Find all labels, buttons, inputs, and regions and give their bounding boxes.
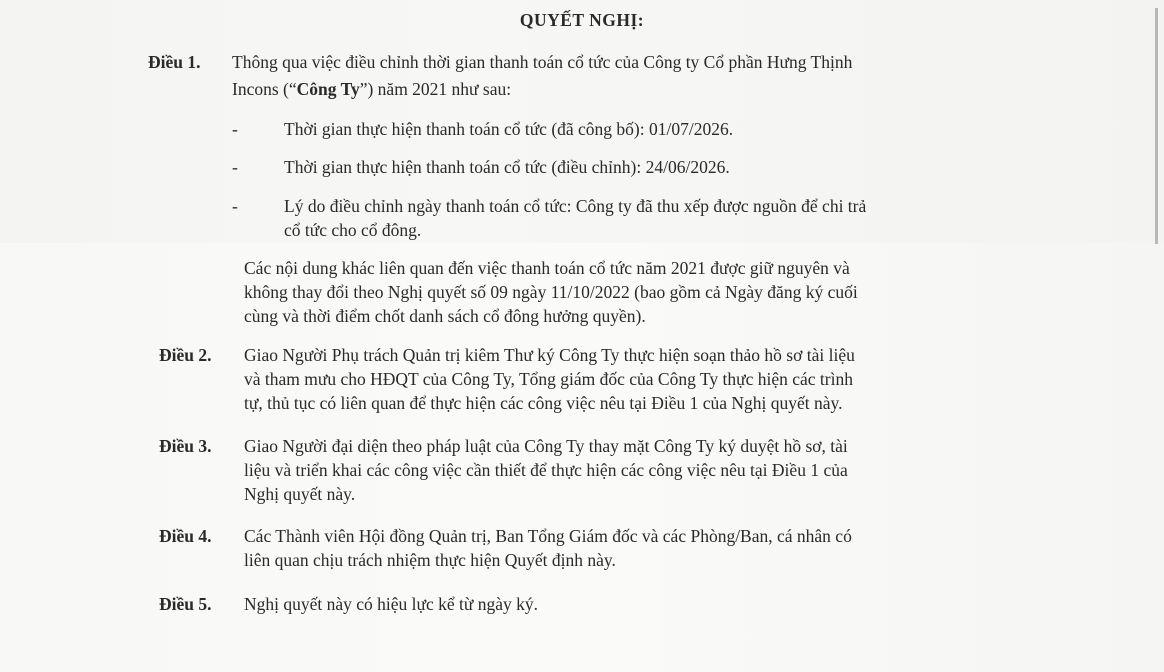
article-3-line: Giao Người đại diện theo pháp luật của Công Ty thay mặt Công Ty ký duyệt hồ sơ, tài [244,436,848,456]
article-5-label: Điều 5. [159,594,212,614]
company-term: Công Ty [296,79,360,99]
article-4-label: Điều 4. [159,526,212,546]
bullet-item: Thời gian thực hiện thanh toán cổ tức (điều chỉnh): 24/06/2026. [284,157,730,177]
article-3-label: Điều 3. [159,436,212,456]
article-2-label: Điều 2. [159,345,212,365]
bullet-item: Lý do điều chỉnh ngày thanh toán cổ tức: Công ty đã thu xếp được nguồn để chi trả [284,196,867,216]
article-1-text: ”) năm 2021 như sau: [359,79,512,99]
page-title: QUYẾT NGHỊ: [519,10,645,30]
bullet-dash: - [232,119,238,139]
article-3-line: Nghị quyết này. [244,484,356,504]
article-1-note: Các nội dung khác liên quan đến việc thanh toán cổ tức năm 2021 được giữ nguyên và [244,258,850,278]
article-4-line: liên quan chịu trách nhiệm thực hiện Quyết định này. [244,550,616,570]
article-4-line: Các Thành viên Hội đồng Quản trị, Ban Tổng Giám đốc và các Phòng/Ban, cá nhân có [244,526,852,546]
article-1-text: Incons (“ [232,79,297,99]
bullet-dash: - [232,196,238,216]
bullet-item: cổ tức cho cổ đông. [284,220,422,240]
bullet-dash: - [232,157,238,177]
article-1-label: Điều 1. [148,52,201,72]
article-1-line [232,78,511,100]
bullet-item: Thời gian thực hiện thanh toán cổ tức (đã công bố): 01/07/2026. [284,119,734,139]
article-2-line: tự, thủ tục có liên quan để thực hiện các công việc nêu tại Điều 1 của Nghị quyết này. [244,393,843,413]
article-2-line: Giao Người Phụ trách Quản trị kiêm Thư ký Công Ty thực hiện soạn thảo hồ sơ tài liệu [244,345,855,365]
article-5-line: Nghị quyết này có hiệu lực kể từ ngày ký. [244,594,539,614]
article-1-line: Thông qua việc điều chỉnh thời gian thanh toán cổ tức của Công ty Cổ phần Hưng Thịnh [232,52,853,72]
article-1-note: cùng và thời điểm chốt danh sách cổ đông hưởng quyền). [244,306,646,326]
article-3-line: liệu và triển khai các công việc cần thiết để thực hiện các công việc nêu tại Điều 1 của [244,460,848,480]
article-2-line: và tham mưu cho HĐQT của Công Ty, Tổng giám đốc của Công Ty thực hiện các trình [244,369,853,389]
article-1-note: không thay đổi theo Nghị quyết số 09 ngày 11/10/2022 (bao gồm cả Ngày đăng ký cuối [244,282,858,302]
page-edge-mark [1155,8,1158,244]
